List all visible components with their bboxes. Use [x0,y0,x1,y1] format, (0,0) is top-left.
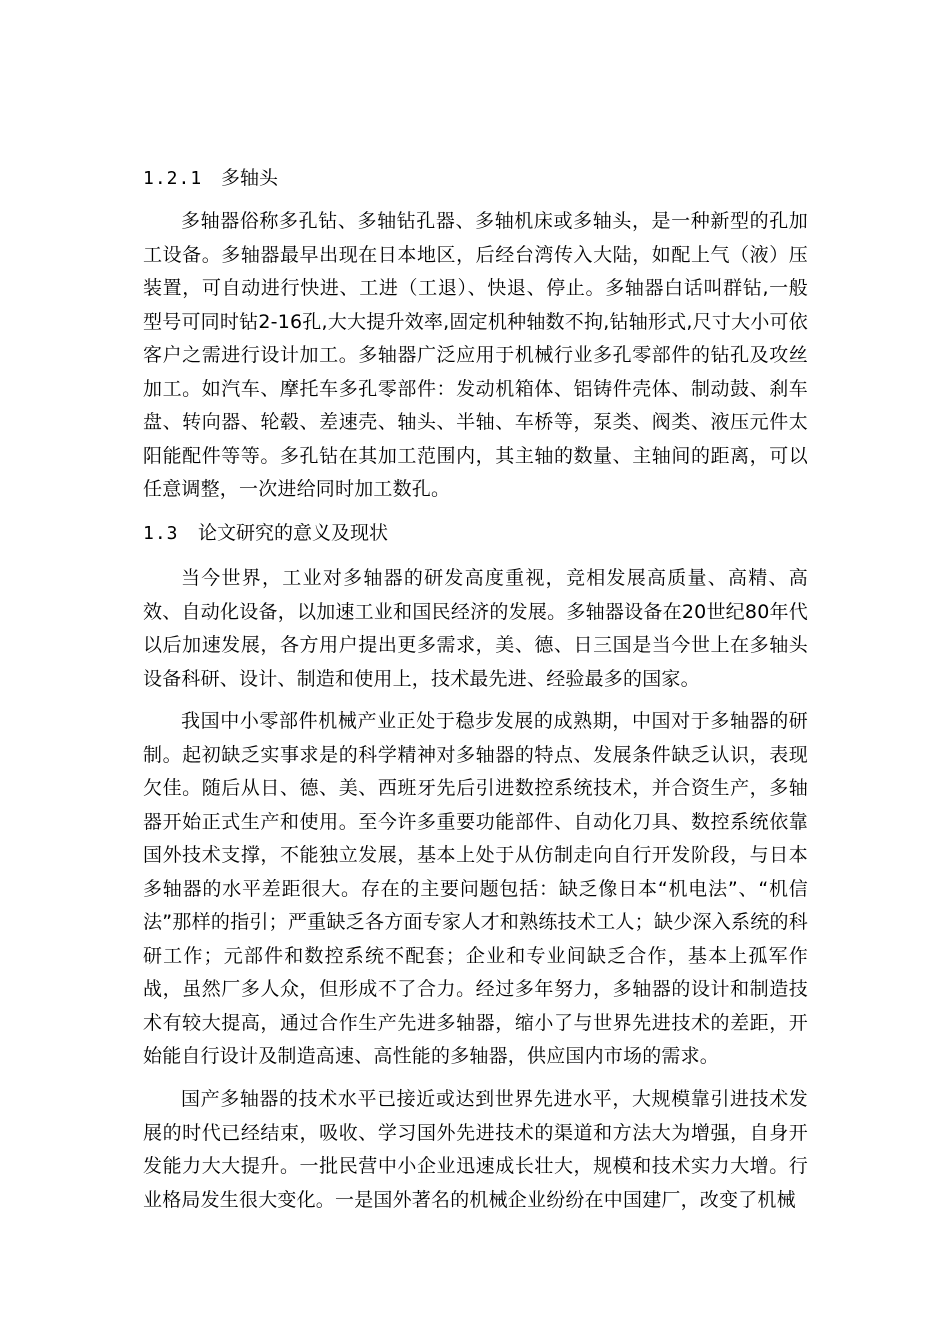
paragraph-domestic-status: 我国中小零部件机械产业正处于稳步发展的成熟期，中国对于多轴器的研制。起初缺乏实事求是的科学精神对多轴器的特点、发展条件缺乏认识，表现欠佳。随后从日、德、美、西班牙先后引进数控系统技术，并合资生产，多轴器开始正式生产和使用。至今许多重要功能部件、自动化刀具、数控系统依靠国外技术支撑，不能独立发展，基本上处于从仿制走向自行开发阶段，与日本多轴器的水平差距很大。存在的主要问题包括：缺乏像日本“机电法”、“机信法”那样的指引；严重缺乏各方面专家人才和熟练技术工人；缺少深入系统的科研工作；元部件和数控系统不配套；企业和专业间缺乏合作，基本上孤军作战，虽然厂多人众，但形成不了合力。经过多年努力，多轴器的设计和制造技术有较大提高，通过合作生产先进多轴器，缩小了与世界先进技术的差距，开始能自行设计及制造高速、高性能的多轴器，供应国内市场的需求。 [143,710,808,1067]
section-heading-1-3 [143,520,388,547]
section-number: 1.2.1 [143,168,203,189]
section-number: 1.3 [143,523,179,544]
section-title: 论文研究的意义及现状 [198,522,389,544]
section-title: 多轴头 [221,167,279,189]
paragraph-domestic-technology: 国产多轴器的技术水平已接近或达到世界先进水平，大规模靠引进技术发展的时代已经结束，吸收、学习国外先进技术的渠道和方法大为增强，自身开发能力大大提升。一批民营中小企业迅速成长壮大，规模和技术实力大增。行业格局发生很大变化。一是国外著名的机械企业纷纷在中国建厂，改变了机械 [143,1088,808,1211]
paragraph-world-status: 当今世界，工业对多轴器的研发高度重视，竞相发展高质量、高精、高效、自动化设备，以加速工业和国民经济的发展。多轴器设备在20世纪80年代以后加速发展，各方用户提出更多需求，美、德、日三国是当今世上在多轴头设备科研、设计、制造和使用上，技术最先进、经验最多的国家。 [143,567,808,690]
section-heading-1-2-1 [143,165,278,192]
paragraph-multi-spindle-head: 多轴器俗称多孔钻、多轴钻孔器、多轴机床或多轴头，是一种新型的孔加工设备。多轴器最早出现在日本地区，后经台湾传入大陆，如配上气（液）压装置，可自动进行快进、工进（工退）、快退、停止。多轴器白话叫群钻,一般型号可同时钻2-16孔,大大提升效率,固定机种轴数不拘,钻轴形式,尺寸大小可依客户之需进行设计加工。多轴器广泛应用于机械行业多孔零部件的钻孔及攻丝加工。如汽车、摩托车多孔零部件：发动机箱体、铝铸件壳体、制动鼓、刹车盘、转向器、轮毂、差速壳、轴头、半轴、车桥等，泵类、阀类、液压元件太阳能配件等等。多孔钻在其加工范围内，其主轴的数量、主轴间的距离，可以任意调整，一次进给同时加工数孔。 [143,210,808,500]
